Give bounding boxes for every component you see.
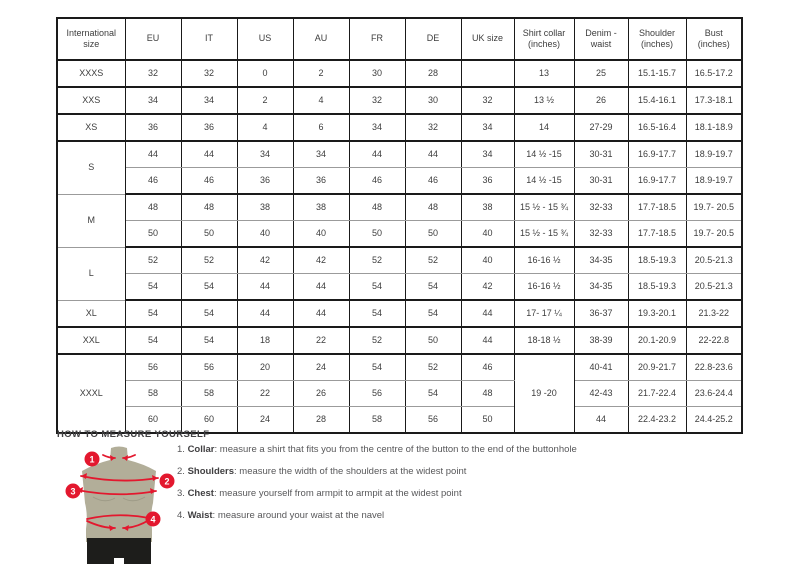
- table-row: [57, 168, 742, 195]
- table-cell: 32: [349, 87, 405, 114]
- table-cell: 4: [293, 87, 349, 114]
- table-cell: 18.9-19.7: [686, 141, 742, 168]
- size-cell: XXS: [57, 87, 125, 114]
- table-cell: 13: [514, 60, 574, 87]
- table-cell: 40: [237, 221, 293, 248]
- shorts-shape: [87, 538, 151, 564]
- column-header: UK size: [461, 18, 514, 60]
- table-cell: 54: [349, 274, 405, 301]
- table-cell: 28: [293, 407, 349, 434]
- table-cell: 4: [237, 114, 293, 141]
- table-cell: 54: [349, 300, 405, 327]
- table-cell: 36: [237, 168, 293, 195]
- size-cell: L: [57, 247, 125, 300]
- column-header: Shoulder (inches): [628, 18, 686, 60]
- table-cell: 54: [125, 327, 181, 354]
- table-cell: 34: [125, 87, 181, 114]
- table-cell: 18-18 ½: [514, 327, 574, 354]
- table-cell: 2: [293, 60, 349, 87]
- table-cell: 56: [181, 354, 237, 381]
- table-cell: 17.3-18.1: [686, 87, 742, 114]
- table-cell: 52: [405, 354, 461, 381]
- table-cell: 54: [405, 300, 461, 327]
- table-cell: 22-22.8: [686, 327, 742, 354]
- table-cell: 52: [125, 247, 181, 274]
- table-cell: 54: [181, 274, 237, 301]
- table-cell: 16.5-17.2: [686, 60, 742, 87]
- measure-item-collar: 1. Collar: measure a shirt that fits you from the centre of the button to the end of the buttonhole: [177, 444, 577, 455]
- marker-2: [160, 474, 175, 489]
- table-cell: 19.7- 20.5: [686, 194, 742, 221]
- table-cell: 44: [349, 141, 405, 168]
- table-cell: 20.5-21.3: [686, 247, 742, 274]
- column-header: AU: [293, 18, 349, 60]
- marker-4: [146, 512, 161, 527]
- table-cell: 16.9-17.7: [628, 168, 686, 195]
- table-cell: 46: [349, 168, 405, 195]
- table-cell: 50: [349, 221, 405, 248]
- table-cell: 60: [125, 407, 181, 434]
- table-cell: 14 ½ -15: [514, 168, 574, 195]
- table-cell: 20: [237, 354, 293, 381]
- table-cell: 19.3-20.1: [628, 300, 686, 327]
- marker-3: [66, 484, 81, 499]
- table-cell: 34: [293, 141, 349, 168]
- table-row: [57, 141, 742, 168]
- table-cell: 56: [405, 407, 461, 434]
- table-cell: 50: [461, 407, 514, 434]
- table-cell: 24: [237, 407, 293, 434]
- table-cell: 6: [293, 114, 349, 141]
- measure-item-chest: 3. Chest: measure yourself from armpit to armpit at the widest point: [177, 488, 462, 499]
- table-cell: 17.7-18.5: [628, 221, 686, 248]
- size-cell: XL: [57, 300, 125, 327]
- table-cell: 20.9-21.7: [628, 354, 686, 381]
- table-cell: 44: [293, 274, 349, 301]
- table-cell: 52: [405, 247, 461, 274]
- measure-item-shoulders: 2. Shoulders: measure the width of the shoulders at the widest point: [177, 466, 467, 477]
- table-cell: 20.5-21.3: [686, 274, 742, 301]
- table-cell: 52: [349, 327, 405, 354]
- table-cell: 48: [461, 381, 514, 407]
- column-header: EU: [125, 18, 181, 60]
- table-cell: 36-37: [574, 300, 628, 327]
- table-cell: 50: [181, 221, 237, 248]
- table-cell: 36: [461, 168, 514, 195]
- table-cell: 36: [125, 114, 181, 141]
- table-cell: 38: [461, 194, 514, 221]
- column-header: IT: [181, 18, 237, 60]
- table-cell: 18.9-19.7: [686, 168, 742, 195]
- table-cell: 48: [125, 194, 181, 221]
- svg-text:1: 1: [89, 454, 95, 465]
- table-cell: 48: [349, 194, 405, 221]
- table-cell: 34: [237, 141, 293, 168]
- table-cell: 26: [293, 381, 349, 407]
- table-cell: 44: [461, 300, 514, 327]
- table-cell: 38: [293, 194, 349, 221]
- size-cell: S: [57, 141, 125, 194]
- column-header: FR: [349, 18, 405, 60]
- table-cell: 40: [461, 247, 514, 274]
- table-cell: 44: [405, 141, 461, 168]
- table-cell: 54: [181, 300, 237, 327]
- table-cell: 44: [293, 300, 349, 327]
- table-cell: 16.5-16.4: [628, 114, 686, 141]
- column-header: Shirt collar (inches): [514, 18, 574, 60]
- table-cell: 26: [574, 87, 628, 114]
- table-cell: 32: [181, 60, 237, 87]
- table-cell: 44: [574, 407, 628, 434]
- table-row: [57, 221, 742, 248]
- table-cell: 56: [125, 354, 181, 381]
- table-cell: 27-29: [574, 114, 628, 141]
- table-cell: 50: [405, 327, 461, 354]
- measure-heading: HOW TO MEASURE YOURSELF: [57, 429, 210, 440]
- table-cell: 54: [125, 300, 181, 327]
- table-cell: 42-43: [574, 381, 628, 407]
- table-cell: 54: [349, 354, 405, 381]
- table-cell: 21.7-22.4: [628, 381, 686, 407]
- table-cell: 14 ½ -15: [514, 141, 574, 168]
- table-cell: 32: [405, 114, 461, 141]
- table-cell: 15.4-16.1: [628, 87, 686, 114]
- table-cell: 44: [461, 327, 514, 354]
- table-row: [57, 87, 742, 114]
- collar-cell-merged: 19 -20: [514, 354, 574, 433]
- table-cell: 54: [181, 327, 237, 354]
- header-row: [57, 18, 742, 60]
- table-cell: 34: [349, 114, 405, 141]
- table-cell: 30-31: [574, 141, 628, 168]
- table-cell: 20.1-20.9: [628, 327, 686, 354]
- table-cell: 34: [181, 87, 237, 114]
- table-cell: 18: [237, 327, 293, 354]
- table-cell: 18.5-19.3: [628, 274, 686, 301]
- table-cell: 21.3-22: [686, 300, 742, 327]
- column-header: US: [237, 18, 293, 60]
- table-cell: 32: [461, 87, 514, 114]
- table-cell: 40-41: [574, 354, 628, 381]
- table-cell: 2: [237, 87, 293, 114]
- measure-item-waist: 4. Waist: measure around your waist at the navel: [177, 510, 385, 521]
- table-cell: 56: [349, 381, 405, 407]
- table-cell: 16.9-17.7: [628, 141, 686, 168]
- table-cell: 60: [181, 407, 237, 434]
- table-cell: 36: [181, 114, 237, 141]
- table-cell: 48: [405, 194, 461, 221]
- table-cell: 44: [237, 274, 293, 301]
- table-row: [57, 381, 742, 407]
- table-cell: 44: [125, 141, 181, 168]
- table-cell: 18.5-19.3: [628, 247, 686, 274]
- table-cell: 50: [405, 221, 461, 248]
- column-header: DE: [405, 18, 461, 60]
- table-cell: 15.1-15.7: [628, 60, 686, 87]
- size-cell: XXXS: [57, 60, 125, 87]
- table-row: [57, 354, 742, 381]
- svg-text:4: 4: [150, 514, 156, 525]
- table-cell: 18.1-18.9: [686, 114, 742, 141]
- size-cell: M: [57, 194, 125, 247]
- table-cell: 17.7-18.5: [628, 194, 686, 221]
- table-cell: 52: [349, 247, 405, 274]
- table-cell: 0: [237, 60, 293, 87]
- table-cell: 34-35: [574, 247, 628, 274]
- table-cell: 46: [405, 168, 461, 195]
- table-cell: 25: [574, 60, 628, 87]
- table-cell: 44: [181, 141, 237, 168]
- column-header: International size: [57, 18, 125, 60]
- table-row: [57, 194, 742, 221]
- table-cell: 30: [405, 87, 461, 114]
- table-cell: [461, 60, 514, 87]
- table-cell: 42: [237, 247, 293, 274]
- size-cell: XXL: [57, 327, 125, 354]
- table-cell: 58: [349, 407, 405, 434]
- table-cell: 52: [181, 247, 237, 274]
- size-chart-header: [57, 18, 742, 60]
- table-cell: 46: [181, 168, 237, 195]
- table-cell: 40: [293, 221, 349, 248]
- mannequin-figure: [60, 445, 178, 566]
- table-cell: 54: [405, 381, 461, 407]
- column-header: Bust (inches): [686, 18, 742, 60]
- table-cell: 36: [293, 168, 349, 195]
- table-cell: 54: [405, 274, 461, 301]
- column-header: Denim - waist: [574, 18, 628, 60]
- table-cell: 58: [125, 381, 181, 407]
- table-cell: 44: [237, 300, 293, 327]
- table-row: [57, 60, 742, 87]
- table-cell: 42: [461, 274, 514, 301]
- table-cell: 15 ½ - 15 ¾: [514, 194, 574, 221]
- table-cell: 38-39: [574, 327, 628, 354]
- svg-text:3: 3: [70, 486, 76, 497]
- size-cell: XS: [57, 114, 125, 141]
- size-cell: XXXL: [57, 354, 125, 433]
- table-cell: 15 ½ - 15 ¾: [514, 221, 574, 248]
- table-cell: 16-16 ½: [514, 274, 574, 301]
- table-cell: 22: [293, 327, 349, 354]
- table-cell: 32: [125, 60, 181, 87]
- table-cell: 24.4-25.2: [686, 407, 742, 434]
- table-cell: 40: [461, 221, 514, 248]
- table-cell: 22: [237, 381, 293, 407]
- measure-instructions: [177, 443, 577, 531]
- table-row: [57, 114, 742, 141]
- table-cell: 46: [125, 168, 181, 195]
- table-cell: 30: [349, 60, 405, 87]
- table-cell: 14: [514, 114, 574, 141]
- table-cell: 13 ½: [514, 87, 574, 114]
- table-cell: 34-35: [574, 274, 628, 301]
- table-cell: 22.4-23.2: [628, 407, 686, 434]
- table-cell: 54: [125, 274, 181, 301]
- table-row: [57, 327, 742, 354]
- table-cell: 16-16 ½: [514, 247, 574, 274]
- table-row: [57, 247, 742, 274]
- svg-text:2: 2: [164, 476, 170, 487]
- table-cell: 50: [125, 221, 181, 248]
- table-cell: 46: [461, 354, 514, 381]
- size-chart-body: [57, 60, 742, 433]
- table-cell: 48: [181, 194, 237, 221]
- table-cell: 42: [293, 247, 349, 274]
- table-row: [57, 274, 742, 301]
- table-cell: 32-33: [574, 194, 628, 221]
- table-cell: 34: [461, 141, 514, 168]
- table-cell: 28: [405, 60, 461, 87]
- table-cell: 19.7- 20.5: [686, 221, 742, 248]
- table-cell: 32-33: [574, 221, 628, 248]
- table-cell: 38: [237, 194, 293, 221]
- table-cell: 23.6-24.4: [686, 381, 742, 407]
- table-cell: 22.8-23.6: [686, 354, 742, 381]
- marker-1: [85, 452, 100, 467]
- table-cell: 34: [461, 114, 514, 141]
- table-cell: 24: [293, 354, 349, 381]
- size-chart-table: [56, 17, 743, 434]
- table-row: [57, 300, 742, 327]
- table-cell: 30-31: [574, 168, 628, 195]
- table-cell: 17- 17 ¼: [514, 300, 574, 327]
- table-cell: 58: [181, 381, 237, 407]
